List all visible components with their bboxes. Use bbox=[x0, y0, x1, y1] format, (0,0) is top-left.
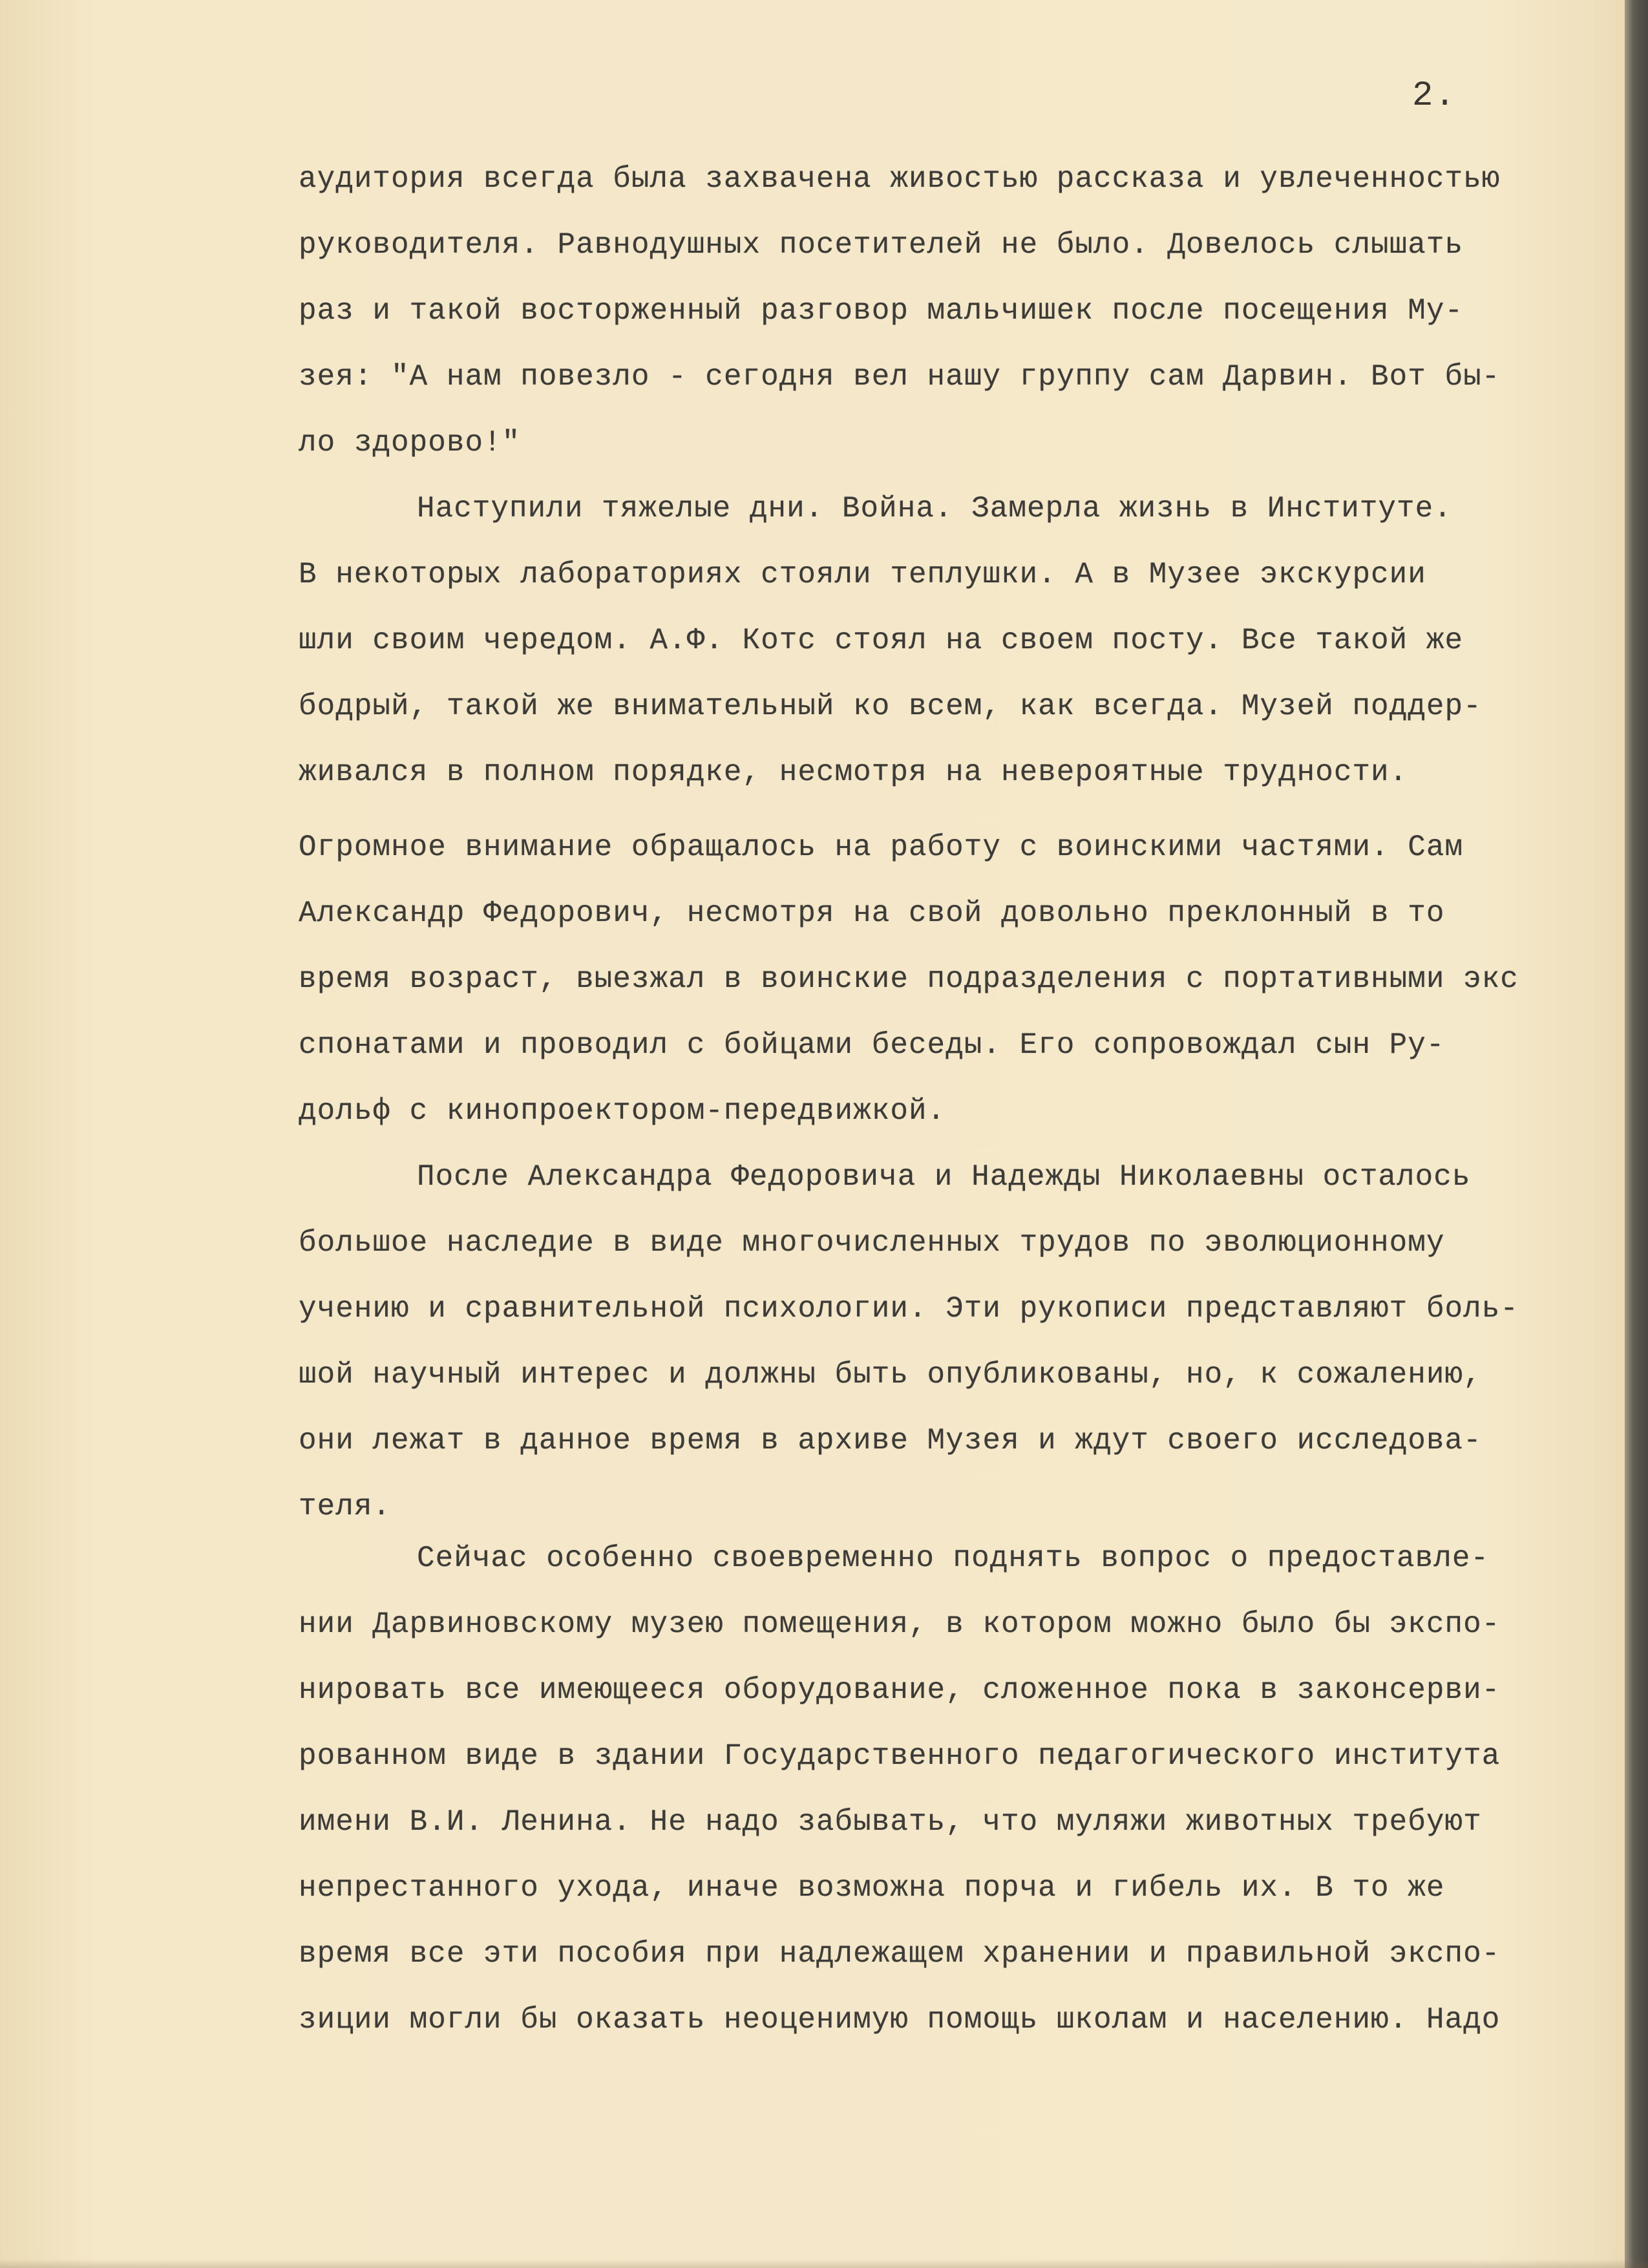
text-line: живался в полном порядке, несмотря на невероятные трудности. bbox=[299, 756, 1408, 789]
text-line: время возраст, выезжал в воинские подразделения с портативными экс bbox=[299, 962, 1519, 996]
text-line: руководителя. Равнодушных посетителей не было. Довелось слышать bbox=[299, 228, 1464, 262]
text-line: теля. bbox=[299, 1490, 392, 1523]
text-line: бодрый, такой же внимательный ко всем, как всегда. Музей поддер- bbox=[299, 690, 1482, 723]
text-line: Сейчас особенно своевременно поднять вопрос о предоставле- bbox=[417, 1542, 1490, 1575]
text-line: зиции могли бы оказать неоценимую помощь школам и населению. Надо bbox=[299, 2003, 1501, 2037]
text-line: учению и сравнительной психологии. Эти рукописи представляют боль- bbox=[299, 1292, 1519, 1326]
text-line: После Александра Федоровича и Надежды Николаевны осталось bbox=[417, 1160, 1471, 1194]
text-block-3 bbox=[299, 1525, 1604, 2053]
text-line: раз и такой восторженный разговор мальчишек после посещения Му- bbox=[299, 294, 1464, 328]
text-line: рованном виде в здании Государственного педагогического института bbox=[299, 1739, 1501, 1773]
text-block-1 bbox=[299, 146, 1604, 805]
text-line: зея: "А нам повезло - сегодня вел нашу группу сам Дарвин. Вот бы- bbox=[299, 360, 1501, 394]
text-line: время все эти пособия при надлежащем хранении и правильной экспо- bbox=[299, 1937, 1501, 1971]
text-line: аудитория всегда была захвачена живостью рассказа и увлеченностью bbox=[299, 162, 1501, 196]
page-number: 2. bbox=[1412, 76, 1457, 116]
text-line: шли своим чередом. А.Ф. Котс стоял на своем посту. Все такой же bbox=[299, 624, 1464, 657]
scan-background-edge bbox=[1625, 0, 1648, 2268]
text-line: непрестанного ухода, иначе возможна порча и гибель их. В то же bbox=[299, 1871, 1445, 1905]
text-line: нии Дарвиновскому музею помещения, в котором можно было бы экспо- bbox=[299, 1607, 1501, 1641]
text-line: В некоторых лабораториях стояли теплушки. А в Музее экскурсии bbox=[299, 558, 1426, 591]
text-line: нировать все имеющееся оборудование, сложенное пока в законсерви- bbox=[299, 1673, 1501, 1707]
text-line: дольф с кинопроектором-передвижкой. bbox=[299, 1094, 946, 1128]
text-line: большое наследие в виде многочисленных трудов по эволюционному bbox=[299, 1226, 1445, 1260]
text-line: они лежат в данное время в архиве Музея и ждут своего исследова- bbox=[299, 1424, 1482, 1457]
text-line: шой научный интерес и должны быть опубликованы, но, к сожалению, bbox=[299, 1358, 1482, 1392]
page-bottom-shadow bbox=[0, 2259, 1648, 2268]
text-block-2 bbox=[299, 814, 1604, 1540]
text-line: Александр Федорович, несмотря на свой довольно преклонный в то bbox=[299, 896, 1445, 930]
text-line: Наступили тяжелые дни. Война. Замерла жизнь в Институте. bbox=[417, 492, 1452, 525]
text-line: спонатами и проводил с бойцами беседы. Его сопровождал сын Ру- bbox=[299, 1028, 1445, 1062]
text-line: Огромное внимание обращалось на работу с воинскими частями. Сам bbox=[299, 831, 1464, 864]
text-line: ло здорово!" bbox=[299, 426, 521, 460]
text-line: имени В.И. Ленина. Не надо забывать, что муляжи животных требуют bbox=[299, 1805, 1482, 1839]
